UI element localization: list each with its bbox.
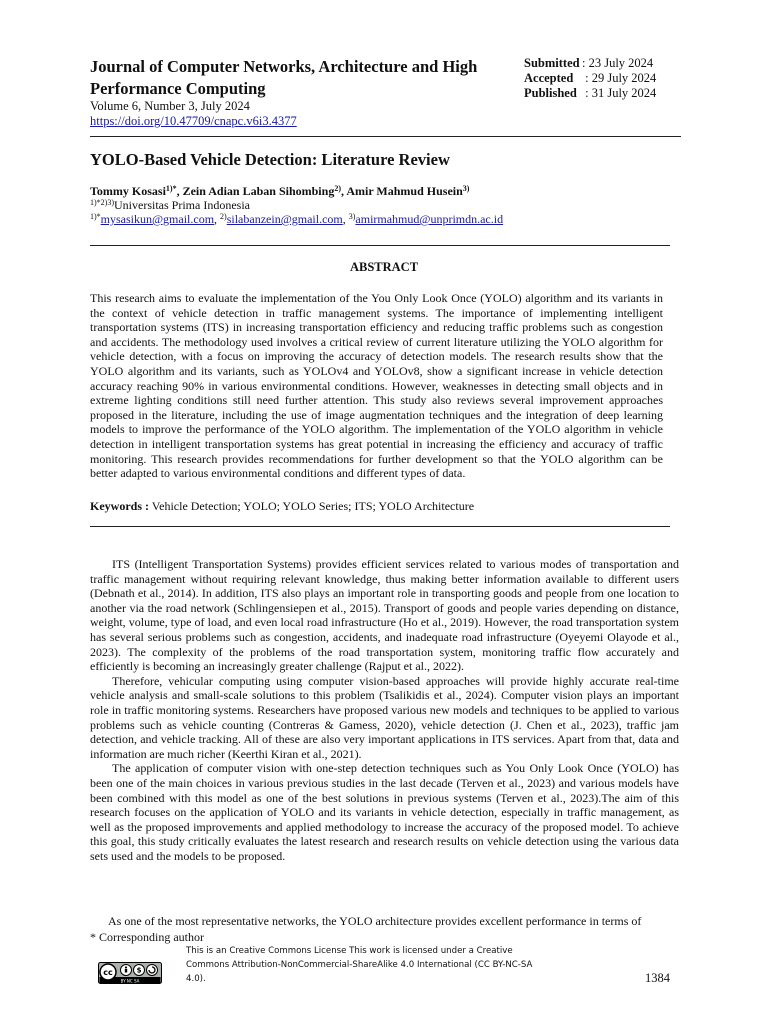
date-value: : 23 July 2024 [582, 56, 654, 70]
author-sup: 1)* [165, 184, 177, 193]
keywords-label: Keywords : [90, 499, 149, 513]
cc-license-badge-icon[interactable] [98, 962, 162, 984]
corresponding-author-note: * Corresponding author [90, 930, 204, 944]
author-separator: , [176, 184, 183, 198]
author-block [90, 184, 680, 226]
email-link[interactable]: amirmahmud@unprimdn.ac.id [355, 212, 504, 226]
date-label: Accepted [524, 71, 574, 85]
date-value: : 29 July 2024 [582, 71, 657, 85]
date-value: : 31 July 2024 [582, 86, 657, 100]
license-text: This is an Creative Commons License This work is licensed under a Creative Commons Attribution-NonCommercial-ShareAlike 4.0 International (CC BY-NC-SA 4.0). [186, 946, 533, 984]
affiliation-name: Universitas Prima Indonesia [114, 198, 250, 212]
abstract-text: This research aims to evaluate the implementation of the You Only Look Once (YOLO) algorithm and its variants in the context of vehicle detection in traffic management systems. The importance of implementing intelligent transportation systems (ITS) in increasing transportation efficiency and reducing traffic problems such as congestion and accidents. The methodology used involves a critical review of current literature utilizing the YOLO algorithm for vehicle detection, with a focus on improving the accuracy of detection models. The research results show that the YOLO algorithm and its variants, such as YOLOv4 and YOLOv8, show a significant increase in vehicle detection accuracy reaching 90% in various environmental conditions. However, weaknesses in detecting small objects and in extreme lighting conditions still need further attention. This study also reviews several improvement approaches proposed in the literature, including the use of image augmentation techniques and the integration of deep learning models to improve the performance of the YOLO algorithm. The implementation of the YOLO algorithm in vehicle detection in intelligent transportation systems has great potential in increasing the efficiency and accuracy of traffic monitoring. This research provides recommendations for further development so that the YOLO algorithm can be better adapted to various environmental conditions and different types of data. [90, 291, 663, 481]
email-link[interactable]: mysasikun@gmail.com [100, 212, 215, 226]
date-published [524, 86, 656, 101]
keywords-value: Vehicle Detection; YOLO; YOLO Series; ITS; YOLO Architecture [149, 499, 475, 513]
author-name: Amir Mahmud Husein [346, 184, 463, 198]
svg-text:$: $ [136, 966, 142, 975]
cc-badge-text: cc [103, 968, 113, 977]
cc-badge-subtext: BY NC SA [120, 978, 140, 984]
author-emails [90, 212, 680, 226]
author-name: Zein Adian Laban Sihombing [182, 184, 335, 198]
body-paragraph: ITS (Intelligent Transportation Systems) provides efficient services related to various modes of transportation and traffic management without requiring relevant knowledge, thus making better information available to different users (Debnath et al., 2014). In addition, ITS also plays an important role in transporting goods and people from one location to another via the road network (Schlingensiepen et al., 2015). Transport of goods and people varies depending on distance, weight, volume, type of load, and even local road infrastructure (Ho et al., 2019). However, the road transportation system has several serious problems such as congestion, accidents, and inadequate road infrastructure (Oyeyemi Olayode et al., 2023). The complexity of the problems of the road transportation system, monitoring traffic flow accurately and efficiently is becoming an increasingly greater challenge (Rajput et al., 2022). [90, 557, 679, 674]
body-paragraph: The application of computer vision with one-step detection techniques such as You Only Look Once (YOLO) has been one of the main choices in various previous studies in the last decade (Terven et al., 2023) and various models have been combined with this model as one of the best solutions in previous systems (Terven et al., 2023).The aim of this research focuses on the application of YOLO and its variants in vehicle detection, especially in traffic management, as well as the proposed improvements and applied methodology to increase the accuracy of the proposed model. To achieve this goal, this study critically evaluates the latest research and research results on vehicle detection using the various data sets used and the models to be proposed. [90, 761, 679, 863]
journal-volume: Volume 6, Number 3, July 2024 [90, 99, 250, 113]
author-divider [90, 245, 670, 246]
author-sup: 3) [462, 184, 470, 193]
cc-badge-graphic [98, 962, 162, 984]
email-separator: , [342, 212, 349, 226]
body-paragraph: Therefore, vehicular computing using computer vision-based approaches will provide highly accurate real-time vehicle analysis and small-scale solutions to this problem (Tsalikidis et al., 2024). Computer vision plays an important role in traffic monitoring systems. Researchers have proposed various new models and techniques to be applied to various problems such as vehicle counting (Contreras & Gamess, 2020), vehicle detection (J. Chen et al., 2023), traffic jam detection, and vehicle tracking. All of these are also very important applications in ITS services. Apart from that, data and information are much richer (Keerthi Kiran et al., 2021). [90, 673, 679, 761]
email-separator: , [214, 212, 221, 226]
date-label: Submitted [524, 56, 580, 70]
page-number: 1384 [645, 971, 670, 985]
keywords [90, 499, 670, 514]
journal-header [90, 56, 680, 136]
date-accepted [524, 71, 656, 86]
author-sup: 2) [334, 184, 341, 193]
submission-dates [524, 56, 656, 101]
abstract-heading: ABSTRACT [349, 260, 419, 274]
date-label: Published [524, 86, 577, 100]
journal-title: Journal of Computer Networks, Architecture and High Performance Computing [90, 57, 478, 98]
email-sup: 2) [220, 212, 227, 221]
affiliation-sup: 1)*2)3) [90, 198, 114, 207]
header-divider [90, 136, 681, 137]
author-separator: , [340, 184, 347, 198]
email-sup: 1)* [90, 212, 101, 221]
doi-link[interactable]: https://doi.org/10.47709/cnapc.v6i3.4377 [90, 114, 297, 128]
author-name: Tommy Kosasi [90, 184, 166, 198]
email-link[interactable]: silabanzein@gmail.com [226, 212, 343, 226]
affiliation [90, 198, 680, 212]
body-paragraph: As one of the most representative networks, the YOLO architecture provides excellent performance in terms of [108, 914, 642, 928]
body-text [90, 557, 679, 863]
author-names [90, 184, 680, 198]
paper-title: YOLO-Based Vehicle Detection: Literature Review [90, 150, 450, 169]
date-submitted [524, 56, 656, 71]
email-sup: 3) [348, 212, 356, 221]
journal-doi [90, 114, 297, 129]
abstract-divider [90, 526, 670, 527]
